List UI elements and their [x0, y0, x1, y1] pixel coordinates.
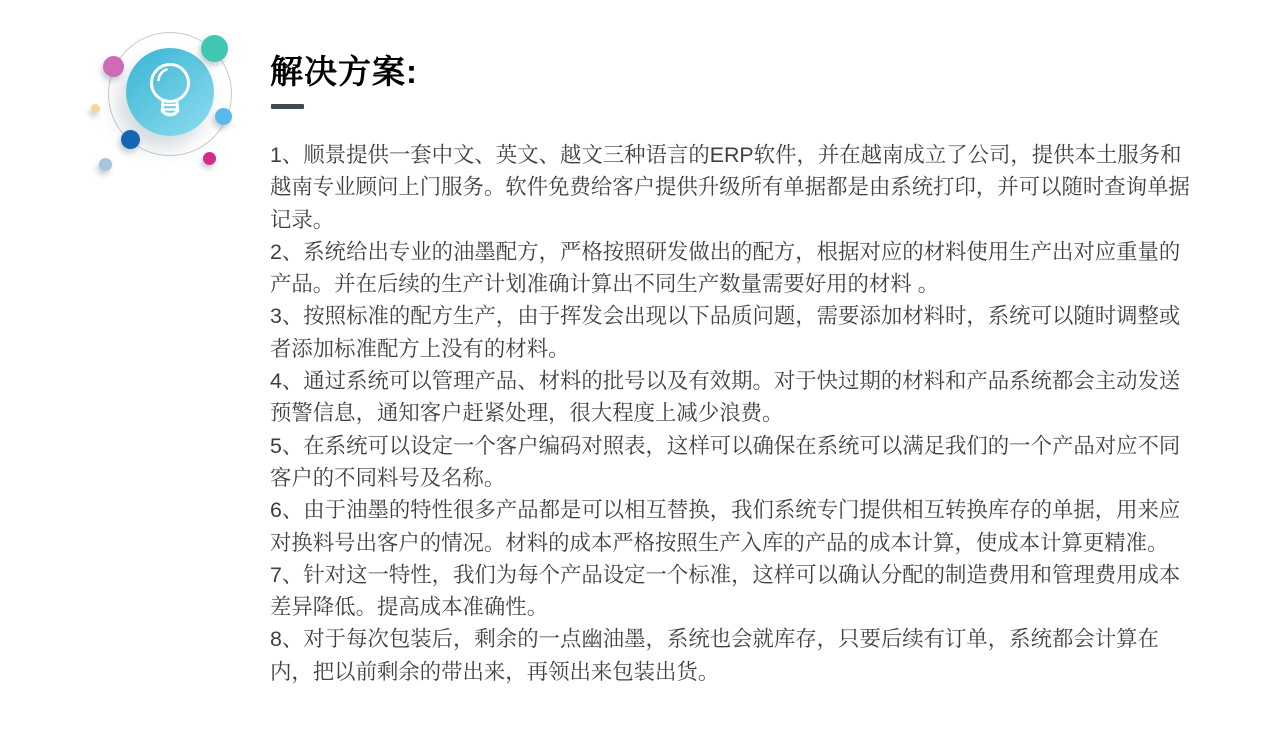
- solution-item-6: 6、由于油墨的特性很多产品都是可以相互替换，我们系统专门提供相互转换库存的单据，用来应对换料号出客户的情况。材料的成本严格按照生产入库的产品的成本计算，使成本计算更精准。: [270, 498, 1181, 555]
- solution-item-1: 1、顺景提供一套中文、英文、越文三种语言的ERP软件，并在越南成立了公司，提供本土服务和越南专业顾问上门服务。软件免费给客户提供升级所有单据都是由系统打印，并可以随时查询单据记录。: [270, 143, 1190, 232]
- lightbulb-icon: [148, 59, 192, 126]
- solution-item-5: 5、在系统可以设定一个客户编码对照表，这样可以确保在系统可以满足我们的一个产品对应不同客户的不同料号及名称。: [270, 433, 1181, 490]
- solution-item-8: 8、对于每次包装后，剩余的一点幽油墨，系统也会就库存，只要后续有订单，系统都会计算在内，把以前剩余的带出来，再领出来包装出货。: [270, 627, 1159, 684]
- title-accent-bar: [271, 104, 304, 109]
- dot-yellow: [91, 104, 100, 113]
- dot-skyblue: [215, 108, 232, 125]
- icon-cluster: [0, 0, 260, 200]
- dot-slate: [99, 158, 112, 171]
- solution-item-3: 3、按照标准的配方生产，由于挥发会出现以下品质问题，需要添加材料时，系统可以随时调整或者添加标准配方上没有的材料。: [270, 304, 1181, 361]
- dot-magenta: [203, 152, 216, 165]
- page-title: 解决方案:: [270, 53, 418, 90]
- dot-darkblue: [121, 130, 140, 149]
- solution-list: [270, 139, 1198, 688]
- solution-item-2: 2、系统给出专业的油墨配方，严格按照研发做出的配方，根据对应的材料使用生产出对应重量的产品。并在后续的生产计划准确计算出不同生产数量需要好用的材料 。: [270, 239, 1181, 297]
- solution-item-7: 7、针对这一特性，我们为每个产品设定一个标准，这样可以确认分配的制造费用和管理费用成本差异降低。提高成本准确性。: [270, 562, 1181, 620]
- dot-teal: [201, 35, 228, 62]
- solution-item-4: 4、通过系统可以管理产品、材料的批号以及有效期。对于快过期的材料和产品系统都会主动发送预警信息，通知客户赶紧处理，很大程度上减少浪费。: [270, 369, 1181, 426]
- dot-pink: [103, 56, 124, 77]
- lightbulb-circle: [126, 48, 214, 136]
